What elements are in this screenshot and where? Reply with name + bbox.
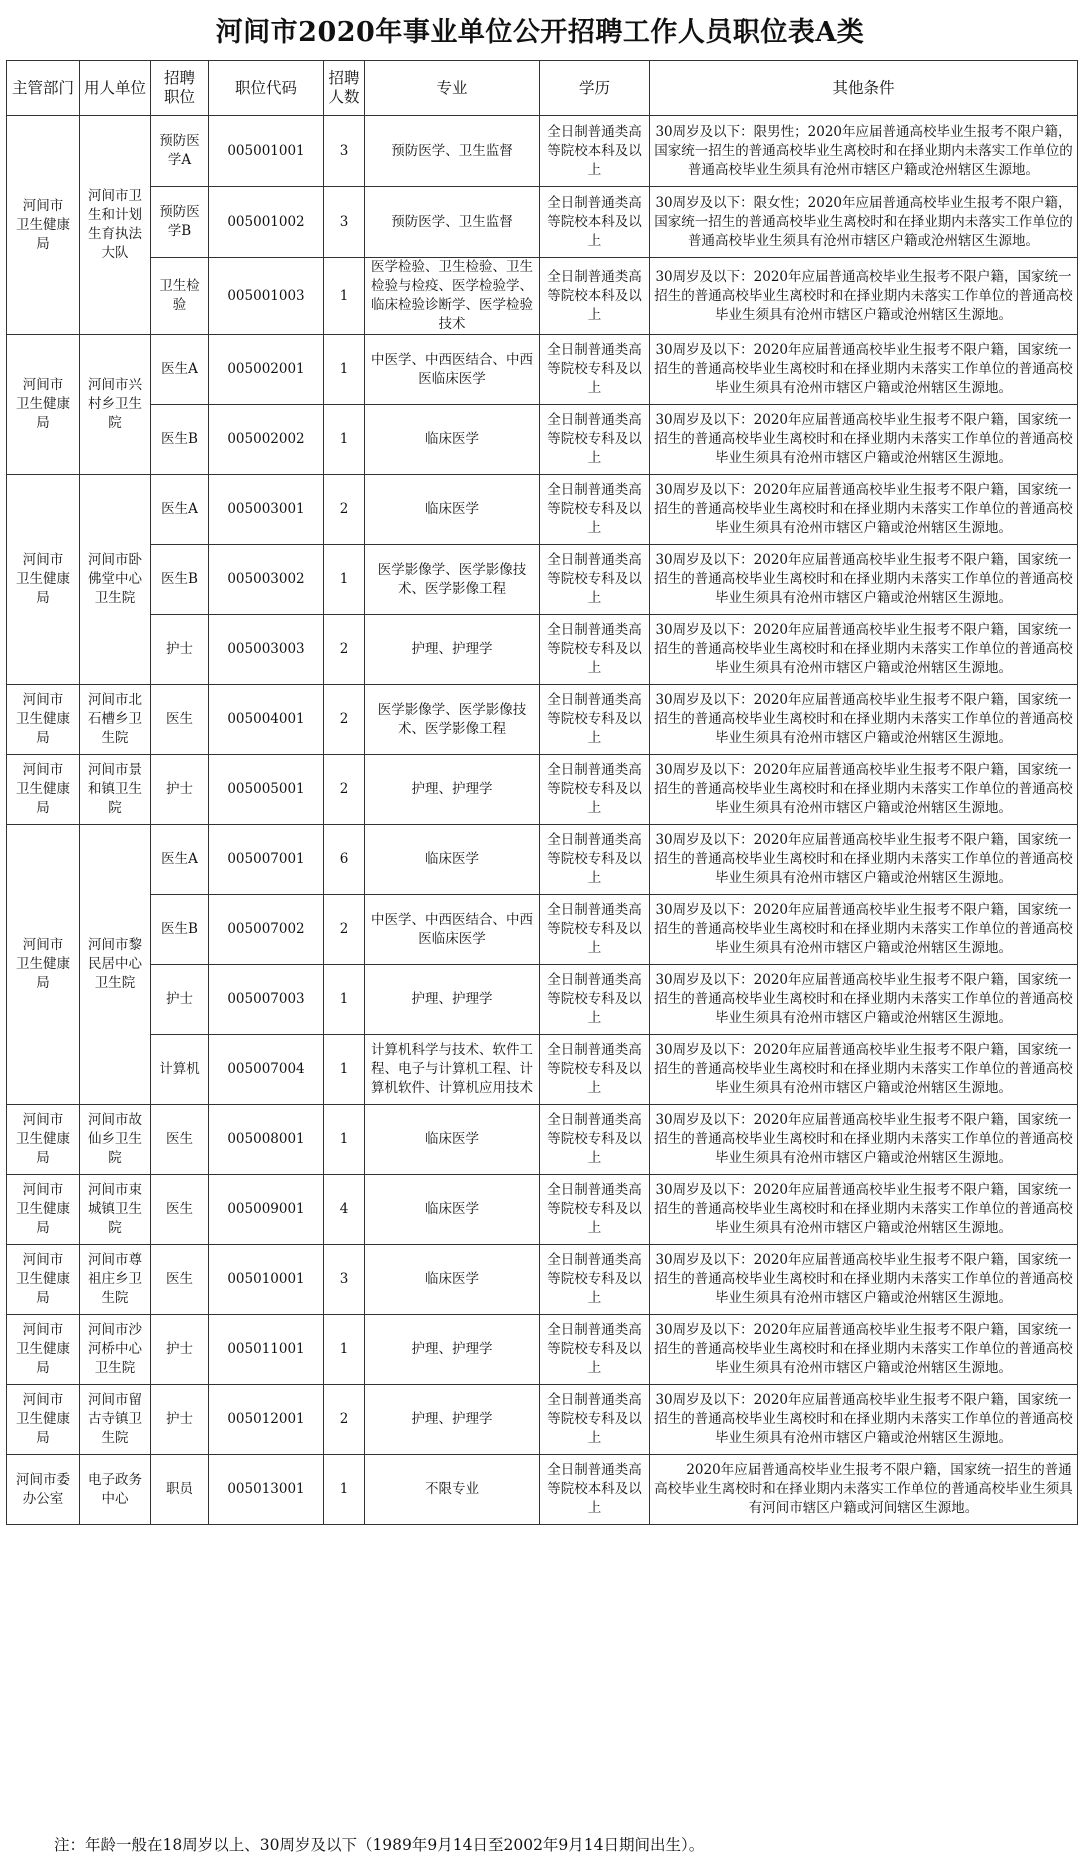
condition-cell: 30周岁及以下：2020年应届普通高校毕业生报考不限户籍，国家统一招生的普通高校毕业生离校时和在择业期内未落实工作单位的普通高校毕业生须具有沧州市辖区户籍或沧州辖区生源地。 [650, 1315, 1078, 1385]
major-cell: 护理、护理学 [365, 755, 540, 825]
position-cell: 卫生检验 [151, 258, 209, 335]
major-cell: 中医学、中西医结合、中西医临床医学 [365, 335, 540, 405]
condition-cell: 30周岁及以下：2020年应届普通高校毕业生报考不限户籍，国家统一招生的普通高校毕业生离校时和在择业期内未落实工作单位的普通高校毕业生须具有沧州市辖区户籍或沧州辖区生源地。 [650, 1385, 1078, 1455]
count-cell: 4 [324, 1175, 365, 1245]
code-cell: 005007001 [209, 825, 324, 895]
header-education: 学历 [540, 61, 650, 116]
count-cell: 3 [324, 116, 365, 187]
table-row [7, 1105, 1078, 1175]
table-row [7, 116, 1078, 187]
education-cell: 全日制普通类高等院校专科及以上 [540, 405, 650, 475]
table-row [7, 405, 1078, 475]
dept-cell: 河间市 卫生健康局 [7, 1385, 80, 1455]
education-cell: 全日制普通类高等院校本科及以上 [540, 187, 650, 258]
table-row [7, 895, 1078, 965]
position-cell: 医生A [151, 475, 209, 545]
count-cell: 1 [324, 965, 365, 1035]
major-cell: 临床医学 [365, 475, 540, 545]
unit-cell: 河间市卫生和计划生育执法大队 [80, 116, 151, 335]
major-cell: 医学影像学、医学影像技术、医学影像工程 [365, 545, 540, 615]
position-cell: 医生A [151, 825, 209, 895]
code-cell: 005007004 [209, 1035, 324, 1105]
major-cell: 护理、护理学 [365, 1385, 540, 1455]
dept-cell: 河间市 卫生健康局 [7, 1175, 80, 1245]
code-cell: 005007003 [209, 965, 324, 1035]
code-cell: 005003002 [209, 545, 324, 615]
dept-cell: 河间市 卫生健康局 [7, 335, 80, 475]
unit-cell: 河间市北石槽乡卫生院 [80, 685, 151, 755]
position-cell: 护士 [151, 965, 209, 1035]
table-row [7, 825, 1078, 895]
condition-cell: 30周岁及以下：2020年应届普通高校毕业生报考不限户籍，国家统一招生的普通高校毕业生离校时和在择业期内未落实工作单位的普通高校毕业生须具有沧州市辖区户籍或沧州辖区生源地。 [650, 1245, 1078, 1315]
table-row [7, 1315, 1078, 1385]
table-row [7, 1455, 1078, 1525]
unit-cell: 河间市留古寺镇卫生院 [80, 1385, 151, 1455]
code-cell: 005002001 [209, 335, 324, 405]
table-row [7, 615, 1078, 685]
condition-cell: 30周岁及以下：2020年应届普通高校毕业生报考不限户籍，国家统一招生的普通高校毕业生离校时和在择业期内未落实工作单位的普通高校毕业生须具有沧州市辖区户籍或沧州辖区生源地。 [650, 825, 1078, 895]
position-cell: 计算机 [151, 1035, 209, 1105]
position-cell: 医生B [151, 545, 209, 615]
major-cell: 预防医学、卫生监督 [365, 116, 540, 187]
dept-cell: 河间市 卫生健康局 [7, 825, 80, 1105]
major-cell: 医学检验、卫生检验、卫生检验与检疫、医学检验学、临床检验诊断学、医学检验技术 [365, 258, 540, 335]
position-cell: 护士 [151, 1385, 209, 1455]
condition-cell: 30周岁及以下：2020年应届普通高校毕业生报考不限户籍，国家统一招生的普通高校毕业生离校时和在择业期内未落实工作单位的普通高校毕业生须具有沧州市辖区户籍或沧州辖区生源地。 [650, 475, 1078, 545]
condition-cell: 30周岁及以下：2020年应届普通高校毕业生报考不限户籍，国家统一招生的普通高校毕业生离校时和在择业期内未落实工作单位的普通高校毕业生须具有沧州市辖区户籍或沧州辖区生源地。 [650, 615, 1078, 685]
major-cell: 临床医学 [365, 1245, 540, 1315]
count-cell: 1 [324, 258, 365, 335]
education-cell: 全日制普通类高等院校本科及以上 [540, 116, 650, 187]
condition-cell: 30周岁及以下：2020年应届普通高校毕业生报考不限户籍，国家统一招生的普通高校毕业生离校时和在择业期内未落实工作单位的普通高校毕业生须具有沧州市辖区户籍或沧州辖区生源地。 [650, 755, 1078, 825]
major-cell: 临床医学 [365, 1105, 540, 1175]
count-cell: 1 [324, 545, 365, 615]
education-cell: 全日制普通类高等院校专科及以上 [540, 615, 650, 685]
condition-cell: 2020年应届普通高校毕业生报考不限户籍，国家统一招生的普通高校毕业生离校时和在择业期内未落实工作单位的普通高校毕业生须具有河间市辖区户籍或河间辖区生源地。 [650, 1455, 1078, 1525]
education-cell: 全日制普通类高等院校专科及以上 [540, 1385, 650, 1455]
header-major: 专业 [365, 61, 540, 116]
unit-cell: 河间市兴村乡卫生院 [80, 335, 151, 475]
header-dept: 主管部门 [7, 61, 80, 116]
header-count: 招聘 人数 [324, 61, 365, 116]
education-cell: 全日制普通类高等院校本科及以上 [540, 1455, 650, 1525]
header-code: 职位代码 [209, 61, 324, 116]
education-cell: 全日制普通类高等院校专科及以上 [540, 1105, 650, 1175]
condition-cell: 30周岁及以下：2020年应届普通高校毕业生报考不限户籍，国家统一招生的普通高校毕业生离校时和在择业期内未落实工作单位的普通高校毕业生须具有沧州市辖区户籍或沧州辖区生源地。 [650, 685, 1078, 755]
condition-cell: 30周岁及以下：2020年应届普通高校毕业生报考不限户籍，国家统一招生的普通高校毕业生离校时和在择业期内未落实工作单位的普通高校毕业生须具有沧州市辖区户籍或沧州辖区生源地。 [650, 335, 1078, 405]
table-row [7, 187, 1078, 258]
code-cell: 005003001 [209, 475, 324, 545]
unit-cell: 河间市黎民居中心卫生院 [80, 825, 151, 1105]
count-cell: 3 [324, 1245, 365, 1315]
code-cell: 005002002 [209, 405, 324, 475]
condition-cell: 30周岁及以下：2020年应届普通高校毕业生报考不限户籍，国家统一招生的普通高校毕业生离校时和在择业期内未落实工作单位的普通高校毕业生须具有沧州市辖区户籍或沧州辖区生源地。 [650, 258, 1078, 335]
education-cell: 全日制普通类高等院校专科及以上 [540, 475, 650, 545]
major-cell: 医学影像学、医学影像技术、医学影像工程 [365, 685, 540, 755]
major-cell: 护理、护理学 [365, 965, 540, 1035]
major-cell: 计算机科学与技术、软件工程、电子与计算机工程、计算机软件、计算机应用技术 [365, 1035, 540, 1105]
position-cell: 医生 [151, 1175, 209, 1245]
count-cell: 1 [324, 335, 365, 405]
table-row [7, 965, 1078, 1035]
condition-cell: 30周岁及以下：2020年应届普通高校毕业生报考不限户籍，国家统一招生的普通高校毕业生离校时和在择业期内未落实工作单位的普通高校毕业生须具有沧州市辖区户籍或沧州辖区生源地。 [650, 895, 1078, 965]
position-cell: 医生B [151, 405, 209, 475]
position-cell: 医生B [151, 895, 209, 965]
code-cell: 005010001 [209, 1245, 324, 1315]
dept-cell: 河间市 卫生健康局 [7, 116, 80, 335]
condition-cell: 30周岁及以下：2020年应届普通高校毕业生报考不限户籍，国家统一招生的普通高校毕业生离校时和在择业期内未落实工作单位的普通高校毕业生须具有沧州市辖区户籍或沧州辖区生源地。 [650, 965, 1078, 1035]
header-position: 招聘 职位 [151, 61, 209, 116]
unit-cell: 河间市沙河桥中心卫生院 [80, 1315, 151, 1385]
education-cell: 全日制普通类高等院校专科及以上 [540, 1035, 650, 1105]
education-cell: 全日制普通类高等院校专科及以上 [540, 825, 650, 895]
count-cell: 1 [324, 1035, 365, 1105]
dept-cell: 河间市 卫生健康局 [7, 1105, 80, 1175]
code-cell: 005008001 [209, 1105, 324, 1175]
major-cell: 护理、护理学 [365, 615, 540, 685]
table-row [7, 1245, 1078, 1315]
dept-cell: 河间市 卫生健康局 [7, 755, 80, 825]
dept-cell: 河间市 卫生健康局 [7, 1245, 80, 1315]
condition-cell: 30周岁及以下：2020年应届普通高校毕业生报考不限户籍，国家统一招生的普通高校毕业生离校时和在择业期内未落实工作单位的普通高校毕业生须具有沧州市辖区户籍或沧州辖区生源地。 [650, 1105, 1078, 1175]
dept-cell: 河间市 卫生健康局 [7, 685, 80, 755]
major-cell: 临床医学 [365, 1175, 540, 1245]
table-row [7, 1385, 1078, 1455]
education-cell: 全日制普通类高等院校专科及以上 [540, 1175, 650, 1245]
code-cell: 005013001 [209, 1455, 324, 1525]
position-cell: 医生 [151, 1105, 209, 1175]
count-cell: 1 [324, 1455, 365, 1525]
table-row [7, 545, 1078, 615]
code-cell: 005001002 [209, 187, 324, 258]
condition-cell: 30周岁及以下：2020年应届普通高校毕业生报考不限户籍，国家统一招生的普通高校毕业生离校时和在择业期内未落实工作单位的普通高校毕业生须具有沧州市辖区户籍或沧州辖区生源地。 [650, 545, 1078, 615]
major-cell: 临床医学 [365, 825, 540, 895]
education-cell: 全日制普通类高等院校专科及以上 [540, 1245, 650, 1315]
position-cell: 护士 [151, 1315, 209, 1385]
count-cell: 1 [324, 1105, 365, 1175]
position-cell: 预防医学A [151, 116, 209, 187]
count-cell: 3 [324, 187, 365, 258]
condition-cell: 30周岁及以下：2020年应届普通高校毕业生报考不限户籍，国家统一招生的普通高校毕业生离校时和在择业期内未落实工作单位的普通高校毕业生须具有沧州市辖区户籍或沧州辖区生源地。 [650, 405, 1078, 475]
position-cell: 护士 [151, 615, 209, 685]
count-cell: 2 [324, 685, 365, 755]
code-cell: 005005001 [209, 755, 324, 825]
condition-cell: 30周岁及以下：2020年应届普通高校毕业生报考不限户籍，国家统一招生的普通高校毕业生离校时和在择业期内未落实工作单位的普通高校毕业生须具有沧州市辖区户籍或沧州辖区生源地。 [650, 1175, 1078, 1245]
header-unit: 用人单位 [80, 61, 151, 116]
table-row [7, 685, 1078, 755]
code-cell: 005001003 [209, 258, 324, 335]
count-cell: 1 [324, 405, 365, 475]
count-cell: 2 [324, 615, 365, 685]
table-row [7, 755, 1078, 825]
major-cell: 预防医学、卫生监督 [365, 187, 540, 258]
position-table [6, 60, 1078, 1525]
education-cell: 全日制普通类高等院校专科及以上 [540, 685, 650, 755]
unit-cell: 河间市束城镇卫生院 [80, 1175, 151, 1245]
position-cell: 护士 [151, 755, 209, 825]
count-cell: 1 [324, 1315, 365, 1385]
code-cell: 005011001 [209, 1315, 324, 1385]
position-cell: 预防医学B [151, 187, 209, 258]
code-cell: 005012001 [209, 1385, 324, 1455]
education-cell: 全日制普通类高等院校专科及以上 [540, 1315, 650, 1385]
position-cell: 医生A [151, 335, 209, 405]
unit-cell: 河间市尊祖庄乡卫生院 [80, 1245, 151, 1315]
count-cell: 2 [324, 1385, 365, 1455]
header-other: 其他条件 [650, 61, 1078, 116]
major-cell: 不限专业 [365, 1455, 540, 1525]
count-cell: 2 [324, 755, 365, 825]
unit-cell: 河间市故仙乡卫生院 [80, 1105, 151, 1175]
condition-cell: 30周岁及以下：2020年应届普通高校毕业生报考不限户籍，国家统一招生的普通高校毕业生离校时和在择业期内未落实工作单位的普通高校毕业生须具有沧州市辖区户籍或沧州辖区生源地。 [650, 1035, 1078, 1105]
table-row [7, 1035, 1078, 1105]
unit-cell: 电子政务中心 [80, 1455, 151, 1525]
table-row [7, 258, 1078, 335]
code-cell: 005004001 [209, 685, 324, 755]
count-cell: 2 [324, 475, 365, 545]
education-cell: 全日制普通类高等院校专科及以上 [540, 965, 650, 1035]
code-cell: 005001001 [209, 116, 324, 187]
count-cell: 6 [324, 825, 365, 895]
education-cell: 全日制普通类高等院校专科及以上 [540, 895, 650, 965]
table-row [7, 335, 1078, 405]
unit-cell: 河间市景和镇卫生院 [80, 755, 151, 825]
major-cell: 护理、护理学 [365, 1315, 540, 1385]
table-row [7, 475, 1078, 545]
condition-cell: 30周岁及以下：限女性；2020年应届普通高校毕业生报考不限户籍，国家统一招生的普通高校毕业生离校时和在择业期内未落实工作单位的普通高校毕业生须具有沧州市辖区户籍或沧州辖区生源地。 [650, 187, 1078, 258]
table-row [7, 1175, 1078, 1245]
education-cell: 全日制普通类高等院校本科及以上 [540, 258, 650, 335]
major-cell: 临床医学 [365, 405, 540, 475]
education-cell: 全日制普通类高等院校专科及以上 [540, 755, 650, 825]
condition-cell: 30周岁及以下：限男性；2020年应届普通高校毕业生报考不限户籍，国家统一招生的普通高校毕业生离校时和在择业期内未落实工作单位的普通高校毕业生须具有沧州市辖区户籍或沧州辖区生源地。 [650, 116, 1078, 187]
position-cell: 医生 [151, 1245, 209, 1315]
education-cell: 全日制普通类高等院校专科及以上 [540, 545, 650, 615]
code-cell: 005003003 [209, 615, 324, 685]
position-cell: 职员 [151, 1455, 209, 1525]
education-cell: 全日制普通类高等院校专科及以上 [540, 335, 650, 405]
unit-cell: 河间市卧佛堂中心卫生院 [80, 475, 151, 685]
dept-cell: 河间市 卫生健康局 [7, 1315, 80, 1385]
header-row [7, 61, 1078, 116]
major-cell: 中医学、中西医结合、中西医临床医学 [365, 895, 540, 965]
position-cell: 医生 [151, 685, 209, 755]
code-cell: 005009001 [209, 1175, 324, 1245]
dept-cell: 河间市 卫生健康局 [7, 475, 80, 685]
count-cell: 2 [324, 895, 365, 965]
code-cell: 005007002 [209, 895, 324, 965]
dept-cell: 河间市委办公室 [7, 1455, 80, 1525]
page-title: 河间市2020年事业单位公开招聘工作人员职位表A类 [215, 17, 865, 48]
footnote: 注：年龄一般在18周岁以上、30周岁及以下（1989年9月14日至2002年9月14日期间出生）。 [54, 1836, 705, 1854]
